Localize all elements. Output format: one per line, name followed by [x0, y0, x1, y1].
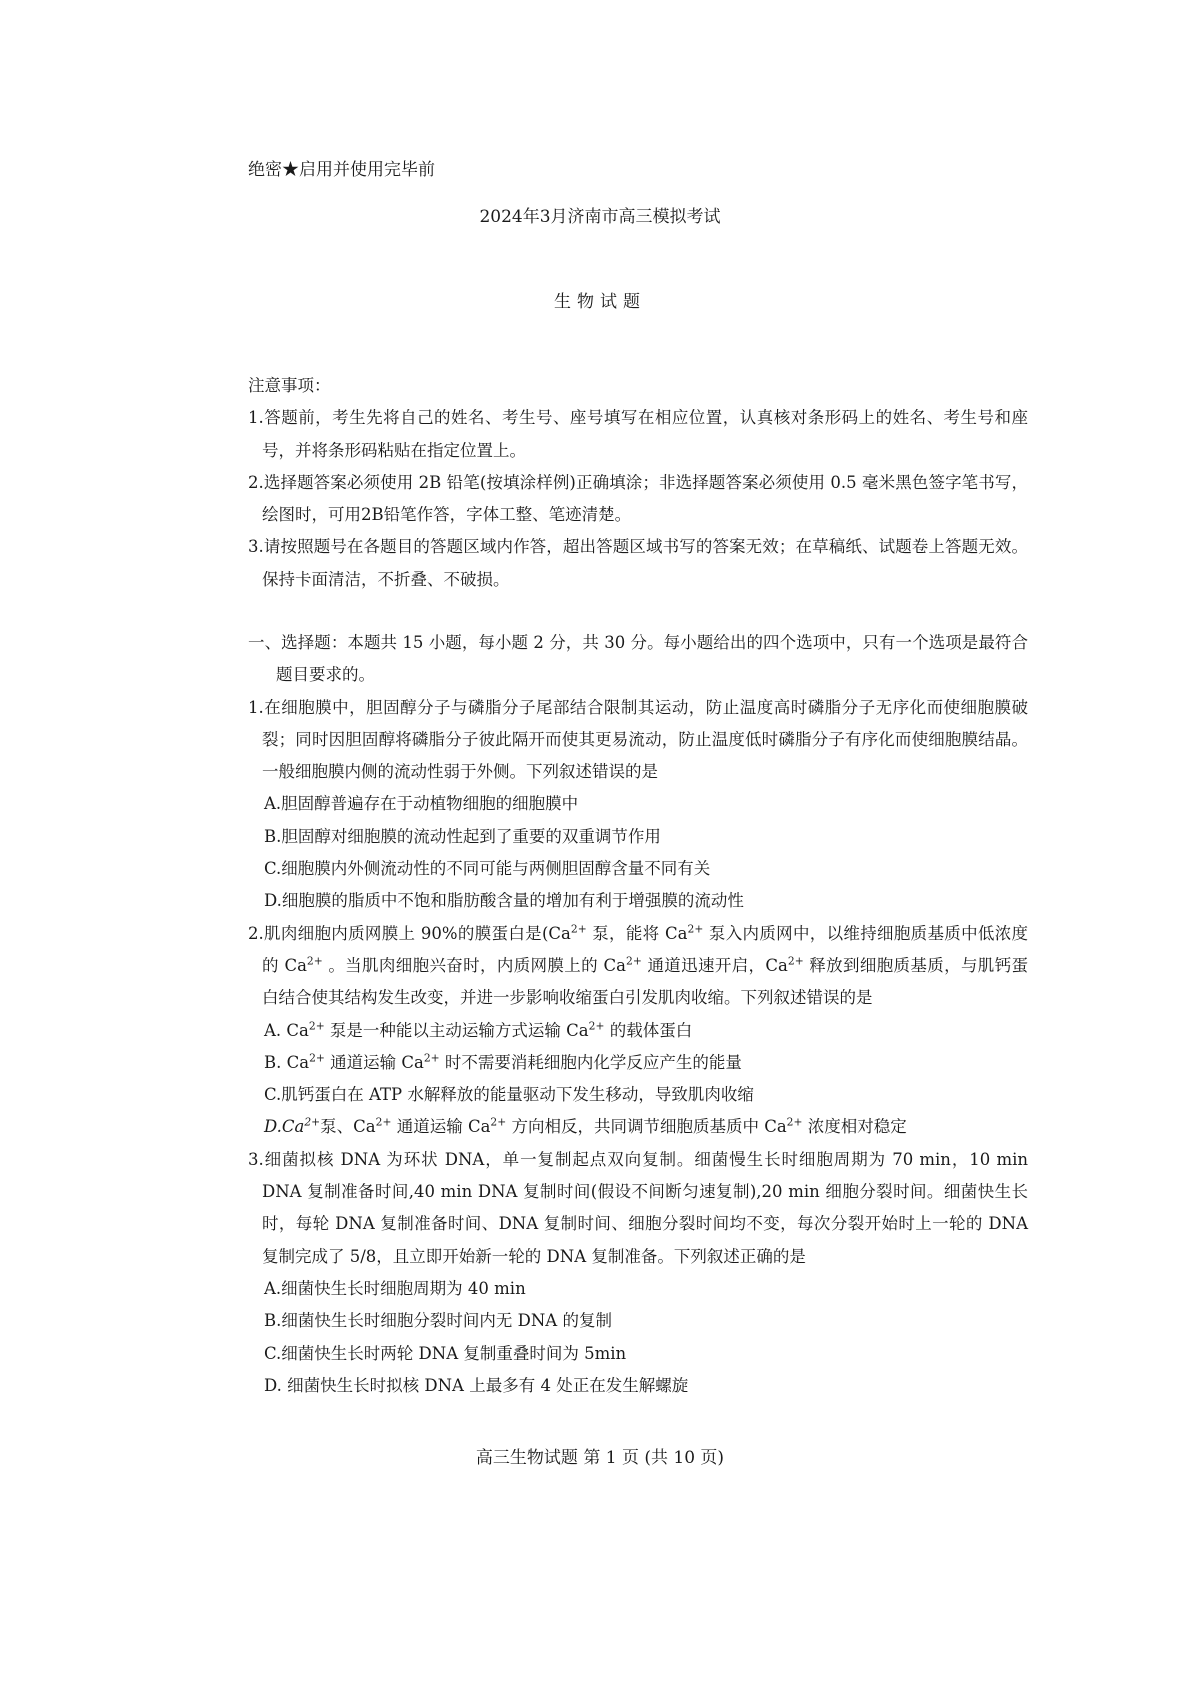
- note-item: 3.请按照题号在各题目的答题区域内作答，超出答题区域书写的答案无效；在草稿纸、试题卷上答题无效。保持卡面清洁，不折叠、不破损。: [248, 537, 1028, 589]
- confidential-mark: 绝密★启用并使用完毕前: [248, 160, 435, 180]
- option-d: D.细胞膜的脂质中不饱和脂肪酸含量的增加有利于增强膜的流动性: [264, 891, 744, 911]
- section-heading: 一、选择题：本题共 15 小题，每小题 2 分，共 30 分。每小题给出的四个选项中，只有一个选项是最符合题目要求的。: [248, 633, 1028, 685]
- exam-title: 2024年3月济南市高三模拟考试: [479, 207, 721, 227]
- note-item: 2.选择题答案必须使用 2B 铅笔(按填涂样例)正确填涂；非选择题答案必须使用 0.5 毫米黑色签字笔书写，绘图时，可用2B铅笔作答，字体工整、笔迹清楚。: [248, 472, 1028, 525]
- notes-heading: 注意事项：: [248, 376, 331, 395]
- subject-title: 生物试题: [554, 292, 646, 312]
- note-item: 1.答题前，考生先将自己的姓名、考生号、座号填写在相应位置，认真核对条形码上的姓名、考生号和座号，并将条形码粘贴在指定位置上。: [248, 408, 1028, 460]
- option-d: D. 细菌快生长时拟核 DNA 上最多有 4 处正在发生解螺旋: [264, 1375, 689, 1395]
- option-c: C.细胞膜内外侧流动性的不同可能与两侧胆固醇含量不同有关: [264, 859, 711, 879]
- option-b: B.细菌快生长时细胞分裂时间内无 DNA 的复制: [264, 1311, 612, 1331]
- option-a: A.胆固醇普遍存在于动植物细胞的细胞膜中: [264, 794, 579, 814]
- question-stem: 1.在细胞膜中，胆固醇分子与磷脂分子尾部结合限制其运动，防止温度高时磷脂分子无序化而使细胞膜破裂；同时因胆固醇将磷脂分子彼此隔开而使其更易流动，防止温度低时磷脂分子有序化而使细胞膜结晶。一般细胞膜内侧的流动性弱于外侧。下列叙述错误的是: [248, 697, 1028, 782]
- option-b: B.胆固醇对细胞膜的流动性起到了重要的双重调节作用: [264, 826, 661, 846]
- option-b: B. $Ca^{2+}$ 通道运输 $Ca^{2+}$ 时不需要消耗细胞内化学反应产生的能量: [264, 1051, 742, 1072]
- option-a: A. $Ca^{2+}$ 泵是一种能以主动运输方式运输 $Ca^{2+}$ 的载体蛋白: [264, 1019, 693, 1040]
- option-c: C.细菌快生长时两轮 DNA 复制重叠时间为 5min: [264, 1343, 627, 1363]
- question-stem: 3.细菌拟核 DNA 为环状 DNA，单一复制起点双向复制。细菌慢生长时细胞周期为 70 min，10 min DNA 复制准备时间,40 min DNA 复制时间(假设不间断匀速复制),20 min 细胞分裂时间。细菌快生长时，每轮 DNA 复制准备时间、DNA 复制时间、细胞分裂时间均不变，每次分裂开始时上一轮的 DNA 复制完成了 5/8，且立即开始新一轮的 DNA 复制准备。下列叙述正确的是: [248, 1149, 1028, 1266]
- question-stem: 2.肌肉细胞内质网膜上 90%的膜蛋白是($Ca^{2+}$ 泵，能将 $Ca^{2+}$ 泵入内质网中，以维持细胞质基质中低浓度的 $Ca^{2+}$ 。当肌肉细胞兴奋时，内质网膜上的 $Ca^{2+}$ 通道迅速开启，$Ca^{2+}$ 释放到细胞质基质，与肌钙蛋白结合使其结构发生改变，并进一步影响收缩蛋白引发肌肉收缩。下列叙述错误的是: [248, 922, 1029, 1008]
- option-c: C.肌钙蛋白在 ATP 水解释放的能量驱动下发生移动，导致肌肉收缩: [264, 1085, 754, 1105]
- option-d: $D.Ca^{2+}$泵、$Ca^{2+}$ 通道运输 $Ca^{2+}$ 方向相反，共同调节细胞质基质中 $Ca^{2+}$ 浓度相对稳定: [264, 1115, 907, 1137]
- questions-block: [248, 627, 1028, 1402]
- notes-block: [248, 370, 1028, 596]
- page-footer: 高三生物试题 第 1 页 (共 10 页): [475, 1448, 725, 1468]
- option-a: A.细菌快生长时细胞周期为 40 min: [264, 1278, 526, 1298]
